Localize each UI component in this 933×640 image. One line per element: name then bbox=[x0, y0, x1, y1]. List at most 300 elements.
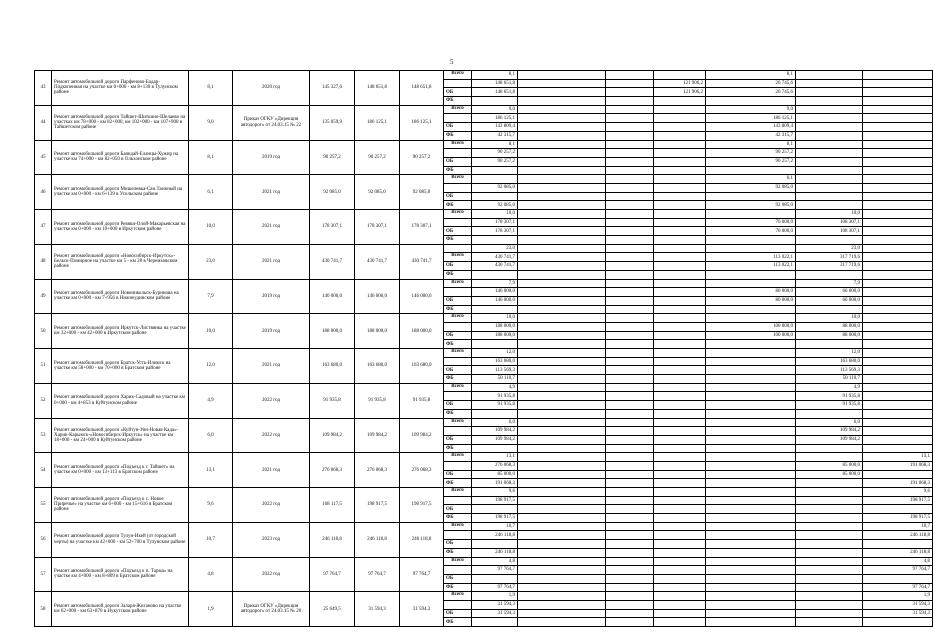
amount-cell: 88 000,0 bbox=[796, 322, 863, 331]
total-cost: 246 118,8 bbox=[400, 522, 444, 557]
amount-cell bbox=[518, 210, 606, 219]
amount-cell: 42 315,7 bbox=[706, 131, 796, 140]
estimate-basis: 2022 год bbox=[233, 418, 310, 453]
amount-cell bbox=[863, 236, 933, 245]
amount-cell bbox=[796, 97, 863, 106]
funding-source-label: ФБ bbox=[444, 409, 472, 418]
amount-cell bbox=[518, 453, 606, 462]
amount-cell bbox=[654, 123, 706, 132]
current-cost: 109 984,2 bbox=[355, 418, 400, 453]
amount-cell bbox=[654, 401, 706, 410]
amount-cell: 92 085,0 bbox=[472, 183, 518, 192]
amount-cell bbox=[518, 218, 606, 227]
amount-cell: 191 068,3 bbox=[863, 461, 933, 470]
funding-source-label bbox=[444, 322, 472, 331]
amount-cell bbox=[654, 210, 706, 219]
row-number: 50 bbox=[35, 314, 52, 349]
amount-cell bbox=[863, 279, 933, 288]
amount-cell bbox=[654, 218, 706, 227]
estimate-basis: 2022 год bbox=[233, 557, 310, 592]
amount-cell bbox=[706, 453, 796, 462]
funding-source-label: ФБ bbox=[444, 548, 472, 557]
amount-cell: 97 764,7 bbox=[472, 566, 518, 575]
road-length: 1,9 bbox=[189, 592, 233, 627]
amount-cell bbox=[654, 583, 706, 592]
amount-cell bbox=[606, 609, 654, 618]
amount-cell bbox=[518, 305, 606, 314]
table-row bbox=[35, 210, 933, 219]
estimate-basis: 2023 год bbox=[233, 522, 310, 557]
estimate-cost: 109 984,2 bbox=[310, 418, 355, 453]
current-cost: 92 085,0 bbox=[355, 175, 400, 210]
amount-cell bbox=[518, 97, 606, 106]
amount-cell bbox=[606, 357, 654, 366]
amount-cell: 109 984,2 bbox=[472, 435, 518, 444]
amount-cell bbox=[863, 366, 933, 375]
amount-cell: 246 118,8 bbox=[863, 531, 933, 540]
funding-source-label: Всего bbox=[444, 488, 472, 497]
funding-source-label: ОБ bbox=[444, 157, 472, 166]
funding-source-label bbox=[444, 531, 472, 540]
amount-cell bbox=[654, 444, 706, 453]
road-repair-table bbox=[34, 70, 933, 627]
amount-cell bbox=[518, 314, 606, 323]
amount-cell: 31 594,3 bbox=[472, 600, 518, 609]
current-cost: 186 125,1 bbox=[355, 105, 400, 140]
amount-cell: 90 257,2 bbox=[472, 157, 518, 166]
amount-cell bbox=[518, 357, 606, 366]
amount-cell bbox=[654, 175, 706, 184]
amount-cell: 8,1 bbox=[472, 140, 518, 149]
funding-source-label bbox=[444, 218, 472, 227]
amount-cell bbox=[796, 270, 863, 279]
table-row bbox=[35, 488, 933, 497]
amount-cell: 92 085,0 bbox=[706, 183, 796, 192]
funding-source-label: ФБ bbox=[444, 97, 472, 106]
amount-cell: 4,9 bbox=[472, 383, 518, 392]
funding-source-label: ФБ bbox=[444, 444, 472, 453]
amount-cell bbox=[606, 488, 654, 497]
current-cost: 198 917,5 bbox=[355, 488, 400, 523]
amount-cell bbox=[606, 262, 654, 271]
amount-cell bbox=[706, 279, 796, 288]
object-name: Ремонт автомобильной дороги Парфеново-Бадар-Подкопенная на участке км 0+000 - км 8+130 в Тулунском районе bbox=[52, 71, 189, 106]
amount-cell: 8,1 bbox=[472, 71, 518, 80]
amount-cell bbox=[863, 227, 933, 236]
current-cost: 163 680,0 bbox=[355, 349, 400, 384]
row-number: 43 bbox=[35, 71, 52, 106]
funding-source-label bbox=[444, 244, 472, 253]
amount-cell: 113 569,3 bbox=[472, 366, 518, 375]
amount-cell bbox=[606, 288, 654, 297]
funding-source-label: Всего bbox=[444, 383, 472, 392]
funding-source-label: ФБ bbox=[444, 305, 472, 314]
road-length: 10,0 bbox=[189, 210, 233, 245]
amount-cell bbox=[606, 105, 654, 114]
funding-source-label: ОБ bbox=[444, 435, 472, 444]
amount-cell bbox=[472, 574, 518, 583]
amount-cell: 4,8 bbox=[472, 557, 518, 566]
funding-source-label: Всего bbox=[444, 279, 472, 288]
amount-cell bbox=[796, 305, 863, 314]
amount-cell bbox=[796, 123, 863, 132]
amount-cell bbox=[606, 314, 654, 323]
amount-cell: 198 917,5 bbox=[472, 514, 518, 523]
amount-cell bbox=[706, 305, 796, 314]
amount-cell: 113 569,3 bbox=[796, 366, 863, 375]
amount-cell bbox=[796, 157, 863, 166]
amount-cell: 246 118,8 bbox=[472, 548, 518, 557]
total-cost: 188 000,0 bbox=[400, 314, 444, 349]
amount-cell bbox=[863, 444, 933, 453]
amount-cell bbox=[654, 470, 706, 479]
amount-cell bbox=[606, 444, 654, 453]
object-name: Ремонт автомобильной дороги Тулун-Икей (от городской черты) на участке км 42+000 - км 52+700 в Тулунском районе bbox=[52, 522, 189, 557]
amount-cell: 108 307,1 bbox=[796, 218, 863, 227]
amount-cell bbox=[606, 574, 654, 583]
amount-cell bbox=[863, 114, 933, 123]
amount-cell bbox=[472, 270, 518, 279]
amount-cell: 146 000,0 bbox=[472, 288, 518, 297]
funding-source-label bbox=[444, 149, 472, 158]
amount-cell bbox=[863, 71, 933, 80]
amount-cell: 4,9 bbox=[796, 383, 863, 392]
amount-cell bbox=[606, 366, 654, 375]
amount-cell: 198 917,5 bbox=[863, 514, 933, 523]
amount-cell bbox=[606, 210, 654, 219]
amount-cell bbox=[518, 192, 606, 201]
amount-cell: 317 719,6 bbox=[796, 253, 863, 262]
amount-cell bbox=[654, 540, 706, 549]
amount-cell: 121 906,2 bbox=[654, 79, 706, 88]
amount-cell bbox=[654, 548, 706, 557]
current-cost: 146 000,0 bbox=[355, 279, 400, 314]
amount-cell: 143 809,4 bbox=[706, 123, 796, 132]
total-cost: 178 307,1 bbox=[400, 210, 444, 245]
current-cost: 90 257,2 bbox=[355, 140, 400, 175]
estimate-basis: 2022 год bbox=[233, 488, 310, 523]
amount-cell bbox=[606, 322, 654, 331]
estimate-basis: 2021 год bbox=[233, 244, 310, 279]
amount-cell bbox=[606, 505, 654, 514]
amount-cell bbox=[706, 375, 796, 384]
road-length: 10,0 bbox=[189, 314, 233, 349]
current-cost: 430 741,7 bbox=[355, 244, 400, 279]
funding-source-label bbox=[444, 357, 472, 366]
estimate-basis: Приказ ОГКУ «Дирекция автодорог» от 24.03.15 № 22 bbox=[233, 105, 310, 140]
object-name: Ремонт автомобильной дороги «Куйтун-Уян-Новая Када»-Харик-Карымск-«Новосибирск-Иркутск» на участке км 18+000 - км 24+000 в Куйтунском районе bbox=[52, 418, 189, 453]
amount-cell bbox=[606, 453, 654, 462]
amount-cell bbox=[796, 140, 863, 149]
amount-cell bbox=[706, 600, 796, 609]
table-row bbox=[35, 71, 933, 80]
amount-cell bbox=[654, 514, 706, 523]
amount-cell bbox=[863, 192, 933, 201]
amount-cell bbox=[472, 236, 518, 245]
amount-cell: 97 764,7 bbox=[863, 566, 933, 575]
amount-cell bbox=[654, 71, 706, 80]
road-length: 10,7 bbox=[189, 522, 233, 557]
amount-cell bbox=[472, 192, 518, 201]
amount-cell bbox=[654, 496, 706, 505]
funding-source-label: ФБ bbox=[444, 166, 472, 175]
amount-cell bbox=[606, 279, 654, 288]
amount-cell: 97 764,7 bbox=[472, 583, 518, 592]
amount-cell: 246 118,8 bbox=[472, 531, 518, 540]
amount-cell bbox=[518, 600, 606, 609]
amount-cell bbox=[606, 514, 654, 523]
amount-cell bbox=[863, 392, 933, 401]
amount-cell bbox=[863, 505, 933, 514]
amount-cell bbox=[606, 401, 654, 410]
amount-cell bbox=[654, 296, 706, 305]
object-name: Ремонт автомобильной дороги Иркутск-Листвянка на участке км 32+000 - км 42+000 в Иркутском районе bbox=[52, 314, 189, 349]
amount-cell bbox=[863, 427, 933, 436]
amount-cell bbox=[518, 592, 606, 601]
amount-cell bbox=[518, 166, 606, 175]
amount-cell bbox=[518, 201, 606, 210]
amount-cell bbox=[518, 270, 606, 279]
amount-cell bbox=[518, 566, 606, 575]
amount-cell: 13,1 bbox=[472, 453, 518, 462]
amount-cell bbox=[654, 505, 706, 514]
total-cost: 276 068,3 bbox=[400, 453, 444, 488]
amount-cell bbox=[518, 375, 606, 384]
total-cost: 97 764,7 bbox=[400, 557, 444, 592]
amount-cell bbox=[706, 366, 796, 375]
amount-cell bbox=[472, 166, 518, 175]
funding-source-label: ФБ bbox=[444, 514, 472, 523]
amount-cell: 163 680,0 bbox=[796, 357, 863, 366]
row-number: 57 bbox=[35, 557, 52, 592]
total-cost: 31 594,3 bbox=[400, 592, 444, 627]
amount-cell bbox=[606, 331, 654, 340]
amount-cell bbox=[518, 244, 606, 253]
row-number: 54 bbox=[35, 453, 52, 488]
estimate-basis: 2021 год bbox=[233, 453, 310, 488]
amount-cell: 113 022,1 bbox=[706, 262, 796, 271]
amount-cell bbox=[863, 183, 933, 192]
road-length: 8,1 bbox=[189, 71, 233, 106]
amount-cell bbox=[706, 435, 796, 444]
amount-cell bbox=[654, 600, 706, 609]
amount-cell bbox=[606, 548, 654, 557]
amount-cell bbox=[606, 175, 654, 184]
amount-cell: 108 307,1 bbox=[796, 227, 863, 236]
amount-cell bbox=[606, 244, 654, 253]
amount-cell bbox=[518, 479, 606, 488]
amount-cell bbox=[706, 505, 796, 514]
amount-cell: 198 917,5 bbox=[863, 496, 933, 505]
amount-cell bbox=[863, 175, 933, 184]
estimate-cost: 146 000,0 bbox=[310, 279, 355, 314]
amount-cell: 26 745,6 bbox=[706, 79, 796, 88]
amount-cell: 6,1 bbox=[706, 175, 796, 184]
amount-cell bbox=[606, 618, 654, 627]
amount-cell bbox=[706, 461, 796, 470]
funding-source-label: ФБ bbox=[444, 131, 472, 140]
total-cost: 91 935,8 bbox=[400, 383, 444, 418]
amount-cell bbox=[863, 157, 933, 166]
row-number: 53 bbox=[35, 418, 52, 453]
amount-cell bbox=[796, 409, 863, 418]
amount-cell bbox=[654, 105, 706, 114]
amount-cell bbox=[518, 114, 606, 123]
amount-cell bbox=[796, 444, 863, 453]
amount-cell bbox=[706, 557, 796, 566]
amount-cell bbox=[654, 427, 706, 436]
amount-cell bbox=[518, 227, 606, 236]
amount-cell bbox=[654, 409, 706, 418]
amount-cell bbox=[518, 540, 606, 549]
amount-cell: 188 000,0 bbox=[472, 322, 518, 331]
estimate-cost: 145 327,6 bbox=[310, 71, 355, 106]
amount-cell bbox=[518, 262, 606, 271]
amount-cell: 13,1 bbox=[863, 453, 933, 462]
total-cost: 198 917,5 bbox=[400, 488, 444, 523]
funding-source-label: ОБ bbox=[444, 366, 472, 375]
amount-cell: 430 741,7 bbox=[472, 253, 518, 262]
row-number: 49 bbox=[35, 279, 52, 314]
amount-cell: 10,0 bbox=[796, 314, 863, 323]
amount-cell bbox=[863, 435, 933, 444]
funding-source-label bbox=[444, 496, 472, 505]
amount-cell bbox=[706, 592, 796, 601]
amount-cell: 92 085,0 bbox=[472, 201, 518, 210]
amount-cell bbox=[606, 114, 654, 123]
amount-cell: 143 809,4 bbox=[472, 123, 518, 132]
amount-cell bbox=[796, 488, 863, 497]
amount-cell bbox=[863, 305, 933, 314]
amount-cell bbox=[654, 383, 706, 392]
amount-cell bbox=[863, 262, 933, 271]
amount-cell bbox=[518, 183, 606, 192]
funding-source-label bbox=[444, 79, 472, 88]
amount-cell bbox=[796, 583, 863, 592]
amount-cell bbox=[796, 548, 863, 557]
estimate-basis: 2022 год bbox=[233, 383, 310, 418]
amount-cell bbox=[706, 244, 796, 253]
amount-cell bbox=[654, 366, 706, 375]
row-number: 55 bbox=[35, 488, 52, 523]
amount-cell: 70 000,0 bbox=[706, 227, 796, 236]
amount-cell bbox=[518, 79, 606, 88]
amount-cell bbox=[706, 210, 796, 219]
page-number: 5 bbox=[450, 58, 454, 66]
amount-cell: 85 000,0 bbox=[472, 470, 518, 479]
total-cost: 146 000,0 bbox=[400, 279, 444, 314]
amount-cell bbox=[796, 79, 863, 88]
amount-cell bbox=[654, 314, 706, 323]
amount-cell bbox=[863, 288, 933, 297]
amount-cell bbox=[518, 531, 606, 540]
amount-cell bbox=[518, 131, 606, 140]
current-cost: 188 000,0 bbox=[355, 314, 400, 349]
row-number: 47 bbox=[35, 210, 52, 245]
amount-cell bbox=[863, 409, 933, 418]
funding-source-label: ОБ bbox=[444, 227, 472, 236]
row-number: 45 bbox=[35, 140, 52, 175]
amount-cell bbox=[606, 392, 654, 401]
amount-cell: 10,7 bbox=[863, 522, 933, 531]
table-row bbox=[35, 349, 933, 358]
amount-cell bbox=[863, 401, 933, 410]
row-number: 56 bbox=[35, 522, 52, 557]
amount-cell bbox=[606, 375, 654, 384]
amount-cell bbox=[654, 149, 706, 158]
road-length: 6,1 bbox=[189, 175, 233, 210]
amount-cell bbox=[796, 531, 863, 540]
amount-cell bbox=[606, 218, 654, 227]
table-row bbox=[35, 105, 933, 114]
amount-cell bbox=[706, 392, 796, 401]
row-number: 44 bbox=[35, 105, 52, 140]
amount-cell bbox=[606, 522, 654, 531]
funding-source-label: ОБ bbox=[444, 574, 472, 583]
funding-source-label: Всего bbox=[444, 314, 472, 323]
amount-cell: 90 257,2 bbox=[706, 157, 796, 166]
amount-cell bbox=[518, 157, 606, 166]
amount-cell: 109 984,2 bbox=[796, 427, 863, 436]
amount-cell bbox=[606, 201, 654, 210]
amount-cell: 66 000,0 bbox=[796, 296, 863, 305]
amount-cell: 7,9 bbox=[796, 279, 863, 288]
estimate-cost: 168 117,5 bbox=[310, 488, 355, 523]
funding-source-label: Всего bbox=[444, 557, 472, 566]
amount-cell bbox=[863, 270, 933, 279]
object-name: Ремонт автомобильной дороги Тайшет-Шиткино-Шелаево на участках км 78+000 - км 82+000, км 102+000 - км 107+900 в Тайшетском районе bbox=[52, 105, 189, 140]
funding-source-label: ОБ bbox=[444, 540, 472, 549]
amount-cell bbox=[796, 574, 863, 583]
amount-cell bbox=[654, 566, 706, 575]
amount-cell bbox=[654, 340, 706, 349]
amount-cell: 9,0 bbox=[706, 105, 796, 114]
amount-cell bbox=[654, 488, 706, 497]
amount-cell: 88 000,0 bbox=[796, 331, 863, 340]
row-number: 46 bbox=[35, 175, 52, 210]
amount-cell: 163 680,0 bbox=[472, 357, 518, 366]
estimate-cost: 25 649,5 bbox=[310, 592, 355, 627]
amount-cell bbox=[863, 349, 933, 358]
road-length: 8,1 bbox=[189, 140, 233, 175]
amount-cell bbox=[796, 496, 863, 505]
amount-cell bbox=[706, 349, 796, 358]
total-cost: 109 984,2 bbox=[400, 418, 444, 453]
amount-cell: 186 125,1 bbox=[472, 114, 518, 123]
amount-cell bbox=[796, 192, 863, 201]
amount-cell bbox=[706, 418, 796, 427]
amount-cell bbox=[518, 444, 606, 453]
amount-cell bbox=[654, 201, 706, 210]
amount-cell bbox=[706, 236, 796, 245]
amount-cell bbox=[654, 392, 706, 401]
amount-cell bbox=[796, 175, 863, 184]
amount-cell bbox=[654, 270, 706, 279]
amount-cell bbox=[654, 97, 706, 106]
amount-cell bbox=[863, 540, 933, 549]
road-length: 13,1 bbox=[189, 453, 233, 488]
estimate-basis: 2021 год bbox=[233, 210, 310, 245]
object-name: Ремонт автомобильной дороги «Подъезд к г. Тайшет» на участке км 0+000 - км 13+113 в Братском районе bbox=[52, 453, 189, 488]
funding-source-label: Всего bbox=[444, 349, 472, 358]
funding-source-label: ФБ bbox=[444, 479, 472, 488]
amount-cell: 1,9 bbox=[863, 592, 933, 601]
amount-cell bbox=[863, 123, 933, 132]
amount-cell bbox=[606, 149, 654, 158]
amount-cell bbox=[606, 71, 654, 80]
amount-cell bbox=[606, 592, 654, 601]
amount-cell bbox=[863, 470, 933, 479]
